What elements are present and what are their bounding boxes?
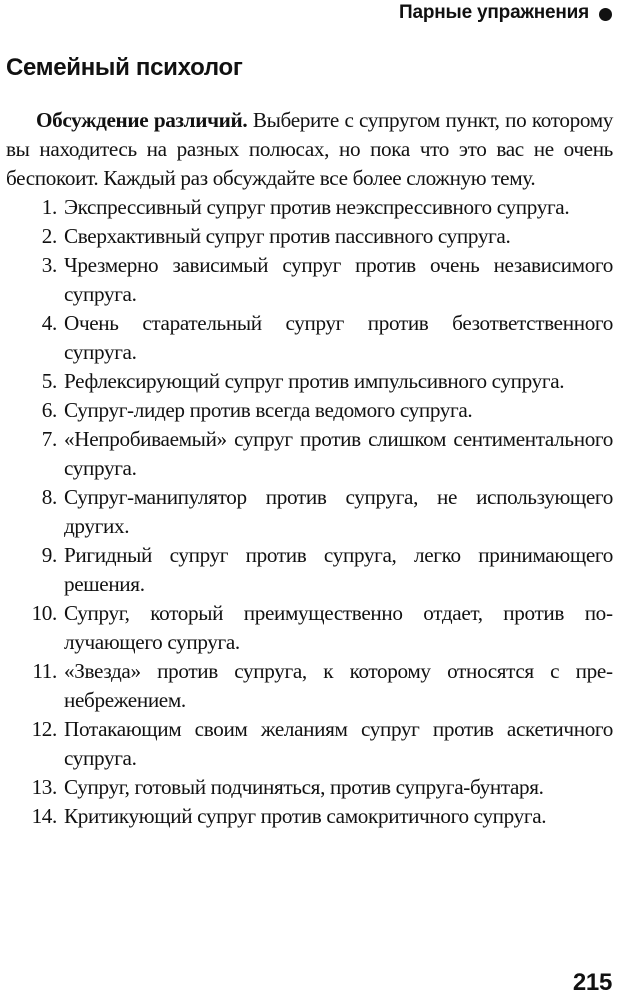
list-item-text: Чрезмерно зависимый супруг против очень независимого супруга. <box>64 253 613 306</box>
intro-paragraph <box>6 106 613 193</box>
list-item-number: 9. <box>41 543 57 567</box>
list-item-number: 12. <box>31 717 57 741</box>
list-item-text: Сверхактивный супруг против пассивного супруга. <box>64 224 511 248</box>
list-item-number: 14. <box>31 804 57 828</box>
intro-lead: Обсуждение различий. <box>36 108 248 132</box>
list-item-number: 8. <box>41 485 57 509</box>
list-item <box>6 251 613 309</box>
list-item-number: 1. <box>41 195 57 219</box>
list-item-text: Супруг, который преимущественно отдает, против получающего супруга. <box>64 601 613 654</box>
list-item-text: Супруг-манипулятор против супруга, не использующего других. <box>64 485 613 538</box>
list-item-number: 6. <box>41 398 57 422</box>
list-item <box>6 541 613 599</box>
exercise-list <box>6 193 613 831</box>
list-item-text: Критикующий супруг против самокритичного супруга. <box>64 804 547 828</box>
list-item-text: Очень старательный супруг против безответственного супруга. <box>64 311 613 364</box>
page-number: 215 <box>572 969 612 996</box>
list-item <box>6 715 613 773</box>
page-content <box>6 106 613 831</box>
list-item <box>6 367 613 396</box>
list-item <box>6 773 613 802</box>
list-item-text: Потакающим своим желаниям супруг против аскетичного супруга. <box>64 717 613 770</box>
list-item-number: 7. <box>41 427 57 451</box>
list-item-number: 5. <box>41 369 57 393</box>
list-item-text: Супруг, готовый подчиняться, против супруга-бунтаря. <box>64 775 544 799</box>
list-item <box>6 222 613 251</box>
list-item-text: Рефлексирующий супруг против импульсивного супруга. <box>64 369 565 393</box>
list-item-number: 10. <box>31 601 57 625</box>
list-item <box>6 657 613 715</box>
list-item <box>6 599 613 657</box>
list-item-text: «Непробиваемый» супруг против слишком сентиментального супруга. <box>64 427 613 480</box>
section-title: Семейный психолог <box>6 54 243 81</box>
list-item-text: «Звезда» против супруга, к которому относятся с пренебрежением. <box>64 659 613 712</box>
list-item <box>6 483 613 541</box>
list-item <box>6 802 613 831</box>
bullet-icon <box>599 8 612 21</box>
list-item <box>6 193 613 222</box>
list-item-number: 2. <box>41 224 57 248</box>
list-item <box>6 309 613 367</box>
list-item <box>6 396 613 425</box>
intro-text: Выберите с супругом пункт, по которому вы находитесь на разных полюсах, но пока что это вас не очень беспокоит. Каждый раз обсуждайте все более сложную тему. <box>6 108 613 190</box>
list-item-text: Ригидный супруг против супруга, легко принимающего решения. <box>64 543 613 596</box>
list-item-number: 11. <box>32 659 57 683</box>
list-item-text: Экспрессивный супруг против неэкспрессивного супруга. <box>64 195 570 219</box>
list-item-text: Супруг-лидер против всегда ведомого супруга. <box>64 398 473 422</box>
list-item <box>6 425 613 483</box>
list-item-number: 13. <box>31 775 57 799</box>
running-header <box>399 2 612 24</box>
list-item-number: 3. <box>41 253 57 277</box>
running-header-title: Парные упражнения <box>399 2 589 23</box>
list-item-number: 4. <box>41 311 57 335</box>
